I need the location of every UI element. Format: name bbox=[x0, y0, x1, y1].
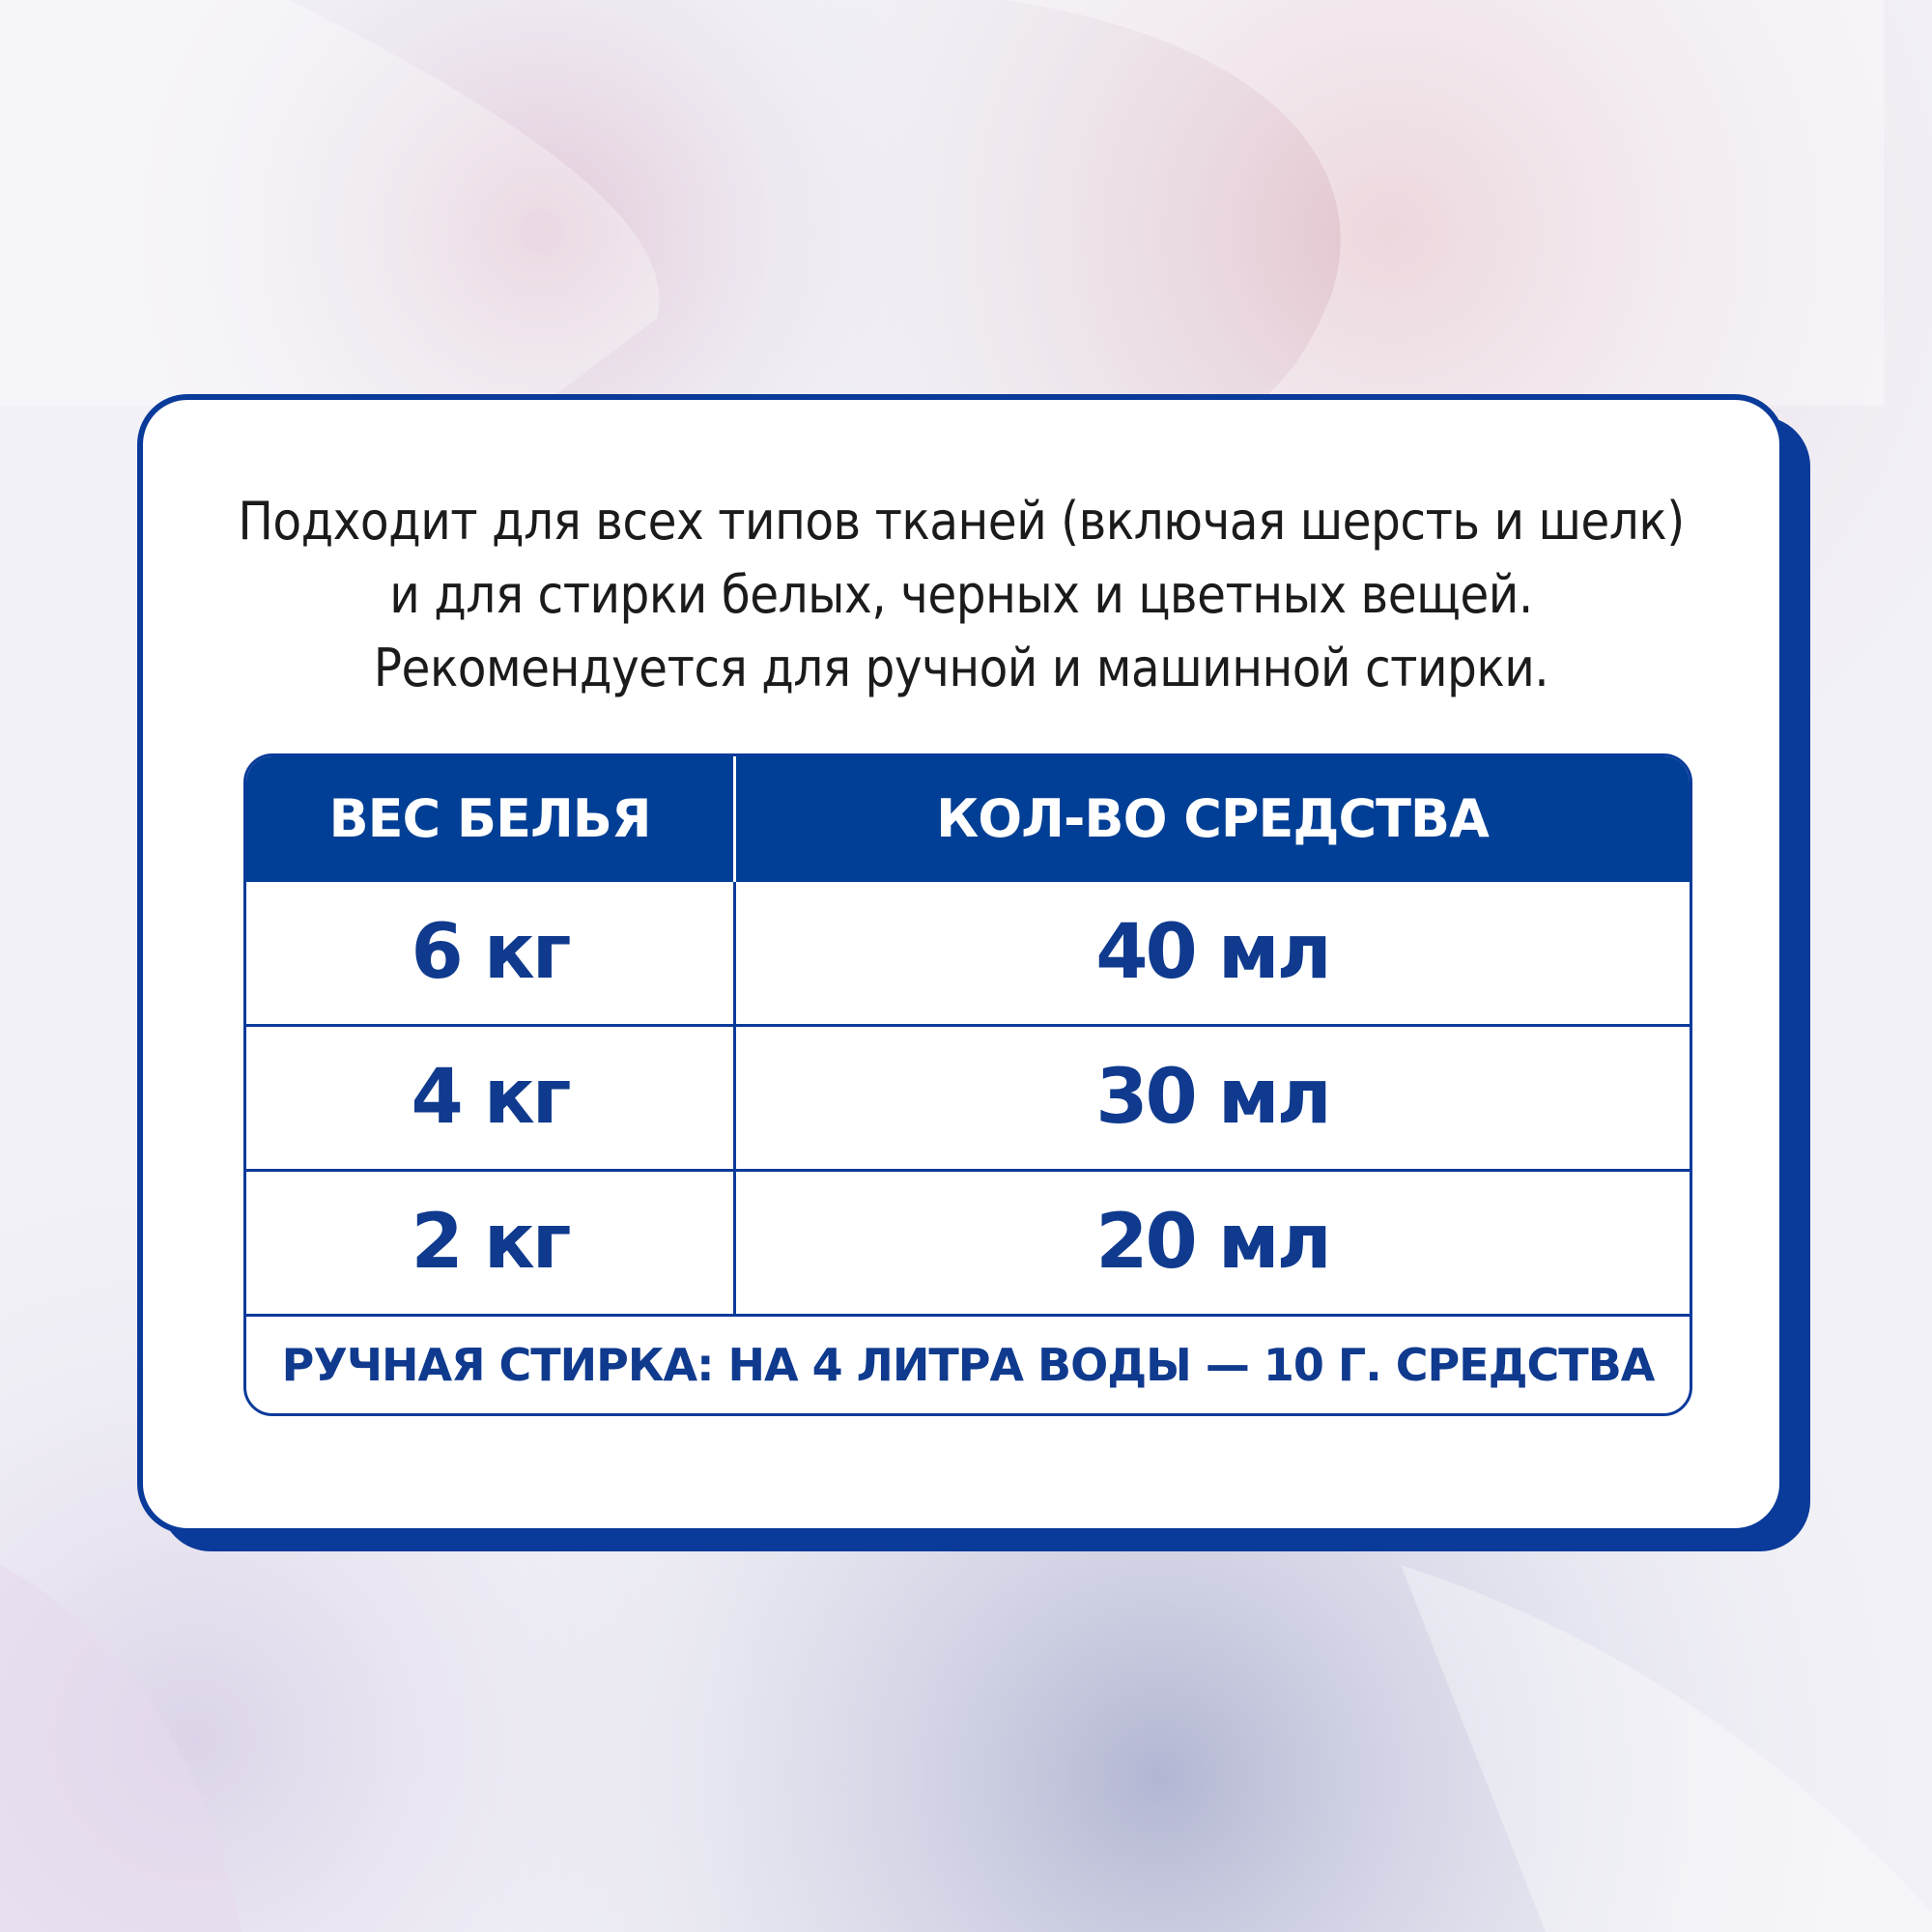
info-card bbox=[137, 394, 1785, 1534]
description-text bbox=[143, 485, 1779, 705]
table-row bbox=[246, 1172, 1690, 1317]
table-row bbox=[246, 882, 1690, 1027]
header-detergent-amount: КОЛ-ВО СРЕДСТВА bbox=[936, 788, 1489, 849]
amount-cell: 20 мл bbox=[1095, 1199, 1329, 1286]
weight-cell: 6 кг bbox=[411, 909, 569, 996]
weight-cell: 4 кг bbox=[411, 1054, 569, 1141]
hand-wash-note: РУЧНАЯ СТИРКА: НА 4 ЛИТРА ВОДЫ — 10 Г. СРЕДСТВА bbox=[281, 1339, 1655, 1391]
weight-cell: 2 кг bbox=[411, 1199, 569, 1286]
dosage-table bbox=[243, 753, 1692, 1416]
amount-cell: 30 мл bbox=[1095, 1054, 1329, 1141]
description-line: Рекомендуется для ручной и машинной стирки. bbox=[373, 638, 1549, 698]
table-row bbox=[246, 1027, 1690, 1172]
header-laundry-weight: ВЕС БЕЛЬЯ bbox=[328, 788, 651, 849]
amount-cell: 40 мл bbox=[1095, 909, 1329, 996]
table-header bbox=[246, 756, 1690, 882]
description-line: Подходит для всех типов тканей (включая шерсть и шелк) bbox=[238, 491, 1685, 552]
description-line: и для стирки белых, черных и цветных вещей. bbox=[389, 564, 1533, 625]
